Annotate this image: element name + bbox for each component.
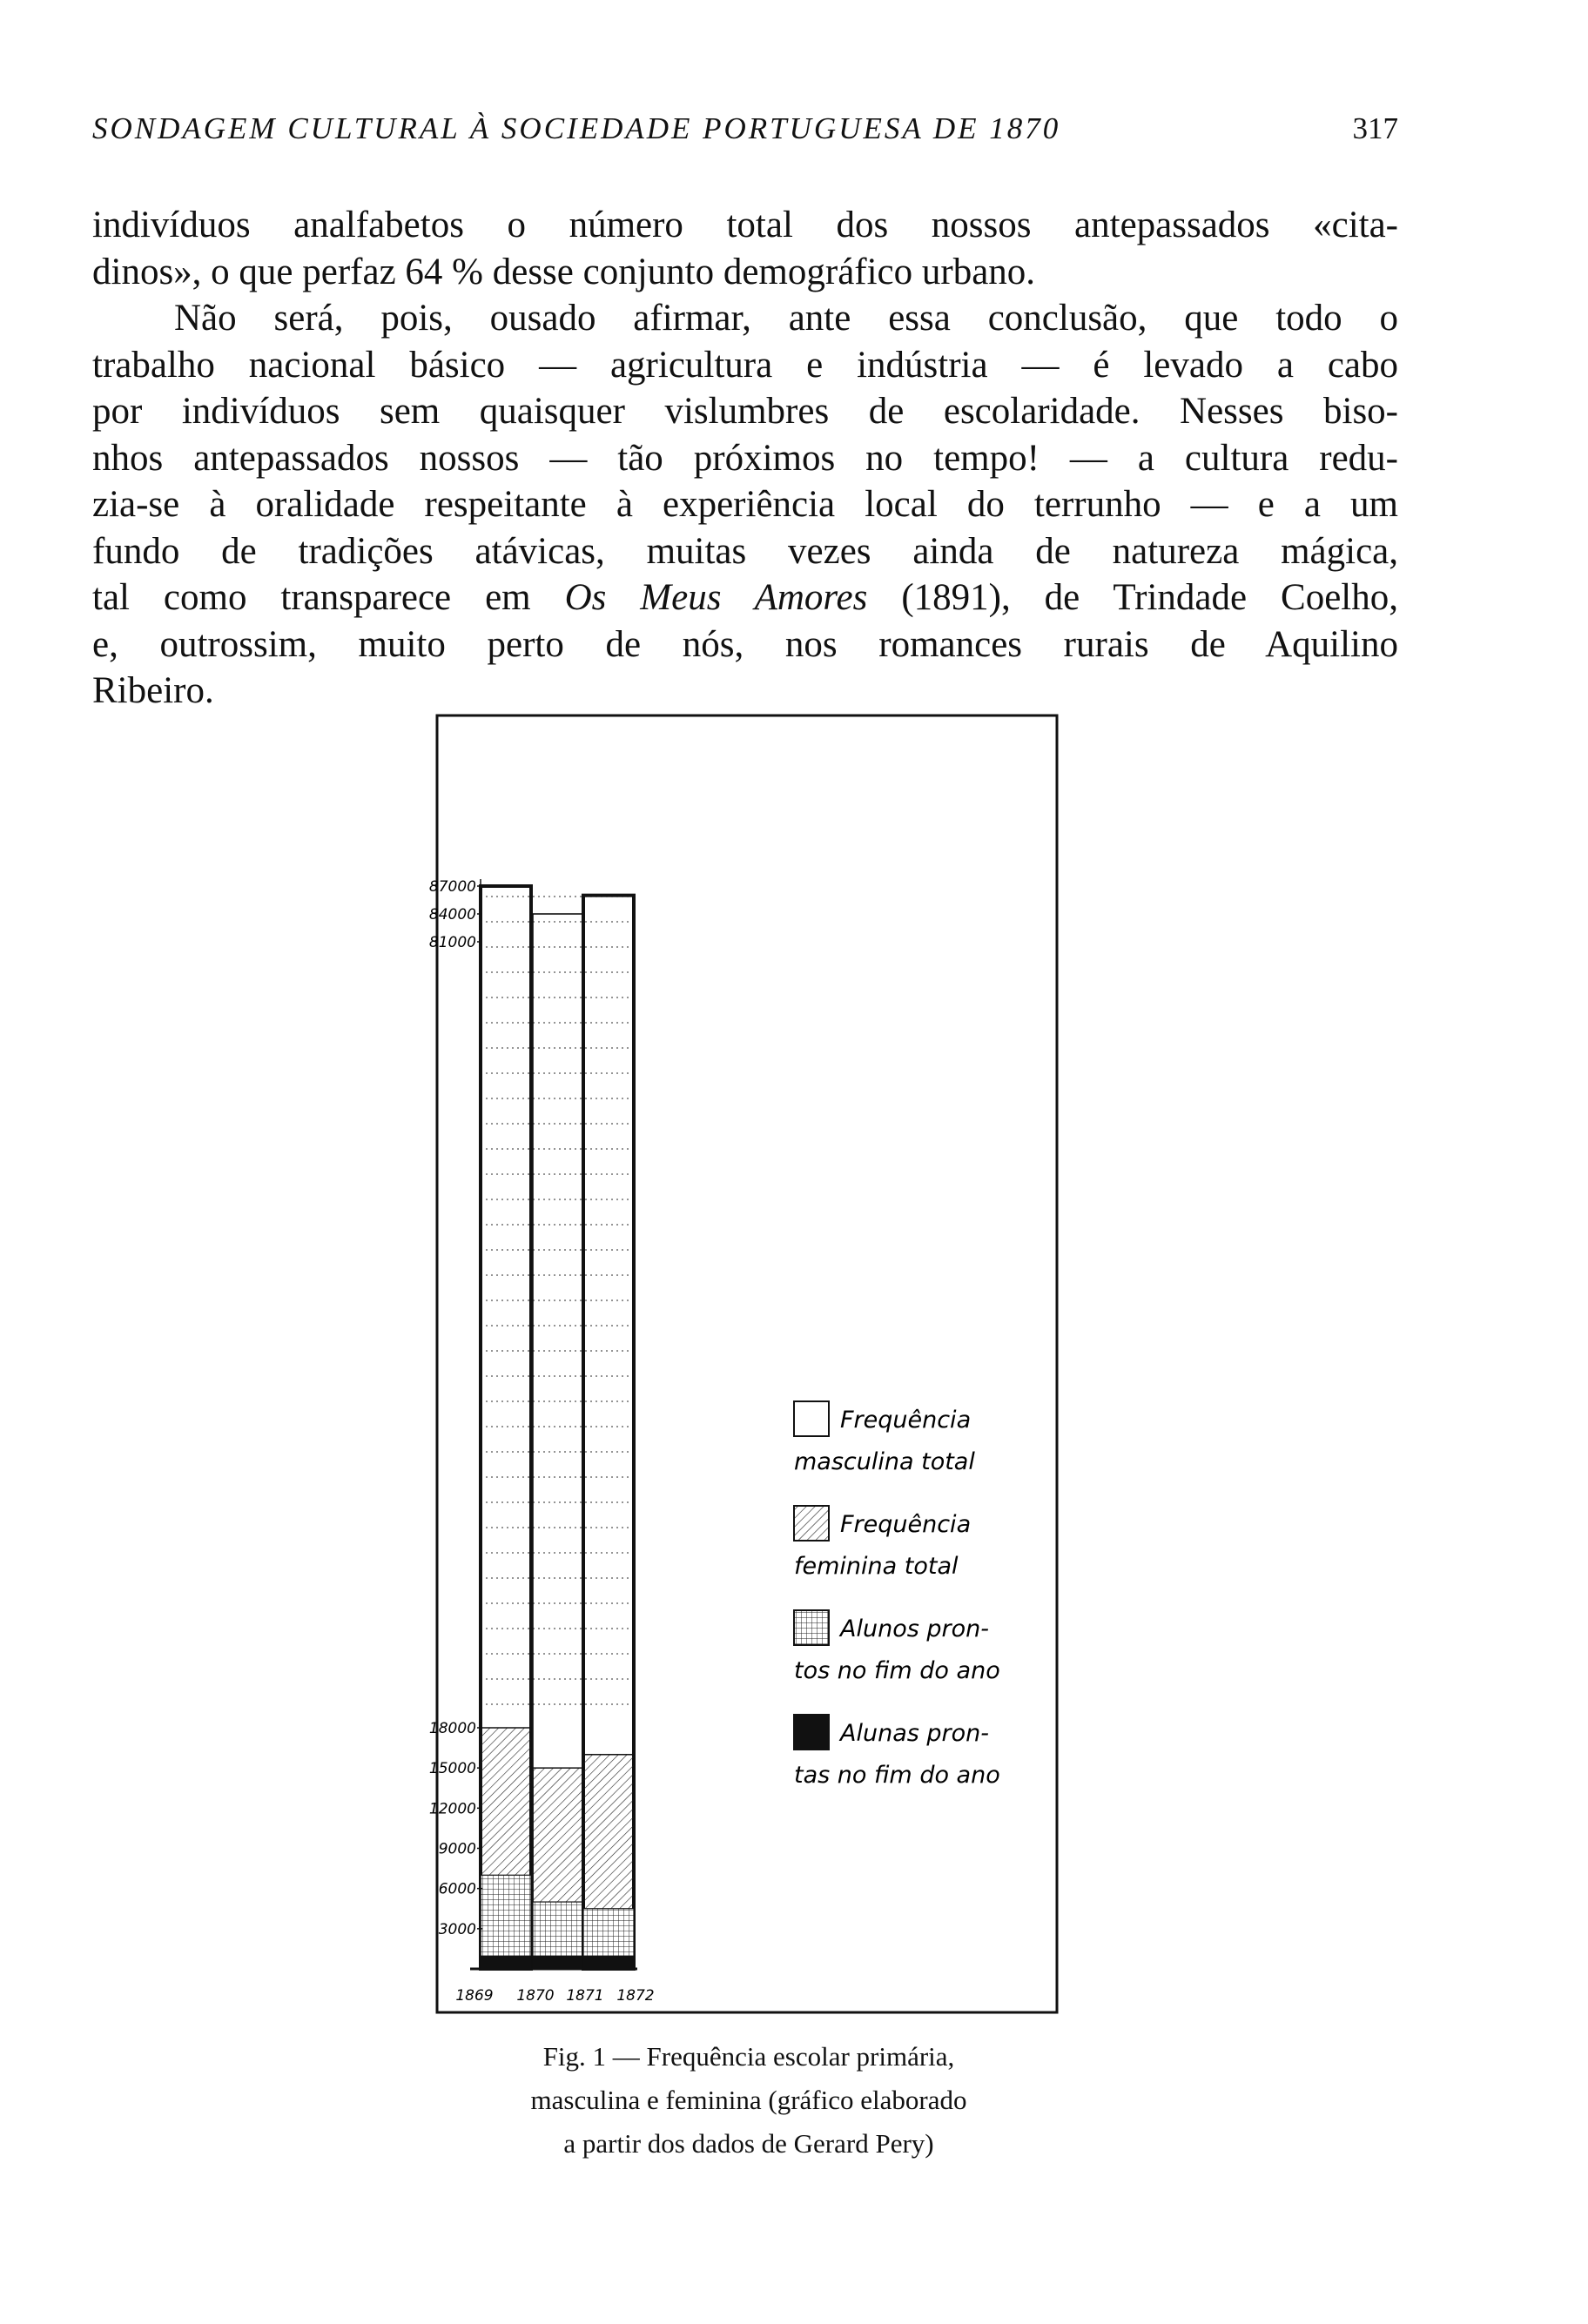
x-tick-label: 1870 [516, 1987, 555, 2005]
legend-swatch [794, 1506, 829, 1541]
bar-alunas-prontas [481, 1956, 531, 1969]
legend-swatch [794, 1610, 829, 1645]
caption-line: masculina e feminina (gráfico elaborado [530, 2085, 967, 2115]
bar-alunos-prontos [481, 1875, 531, 1969]
figure-caption [453, 2035, 1045, 2166]
y-tick-label: 81000 [428, 934, 476, 951]
legend-label: Frequência [840, 1511, 972, 1538]
bar-chart [428, 714, 1062, 2019]
page-number: 317 [1352, 111, 1398, 145]
y-tick-label: 84000 [428, 906, 476, 924]
text-line: trabalho nacional básico — agricultura e indústria — é levado a cabo [92, 344, 1398, 386]
running-header [92, 111, 1398, 164]
legend-label: Frequência [840, 1407, 972, 1434]
gridlines [481, 897, 634, 1704]
legend-label: feminina total [794, 1553, 959, 1580]
text-run: (1891), de Trindade Coelho, [867, 577, 1398, 618]
text-line: indivíduos analfabetos o número total dos nossos antepassados «cita- [92, 205, 1398, 245]
y-tick-label: 12000 [428, 1800, 476, 1818]
book-title: Os Meus Amores [564, 577, 868, 618]
legend-label: Alunos pron- [840, 1615, 989, 1642]
legend-swatch [794, 1401, 829, 1436]
x-axis [455, 1987, 654, 2005]
paragraph-2 [92, 295, 1398, 715]
legend-label: tas no fim do ano [794, 1762, 1000, 1789]
running-title: SONDAGEM CULTURAL À SOCIEDADE PORTUGUESA DE 1870 [92, 111, 1061, 145]
y-tick-label: 6000 [438, 1880, 476, 1898]
x-tick-label: 1872 [616, 1987, 655, 2005]
text-line: Não será, pois, ousado afirmar, ante essa conclusão, que todo o [174, 298, 1398, 339]
text-line-with-title [92, 574, 1398, 621]
legend-label: tos no fim do ano [794, 1657, 1000, 1684]
text-line: dinos», o que perfaz 64 % desse conjunto demográfico urbano. [92, 251, 1036, 292]
text-line: Ribeiro. [92, 670, 214, 711]
y-tick-label: 18000 [428, 1720, 476, 1737]
y-tick-label: 3000 [438, 1920, 476, 1938]
text-line: por indivíduos sem quaisquer vislumbres de escolaridade. Nesses biso- [92, 391, 1398, 432]
legend-label: masculina total [794, 1448, 975, 1475]
caption-line: Fig. 1 — Frequência escolar primária, [542, 2041, 955, 2072]
paragraph-1 [92, 202, 1398, 295]
y-tick-label: 15000 [428, 1760, 476, 1778]
x-tick-label: 1871 [566, 1987, 604, 2005]
legend [794, 1401, 1000, 1789]
text-line: zia-se à oralidade respeitante à experiência local do terrunho — e a um [92, 484, 1398, 525]
legend-swatch [794, 1715, 829, 1750]
x-tick-label: 1869 [455, 1987, 494, 2005]
text-line: e, outrossim, muito perto de nós, nos romances rurais de Aquilino [92, 623, 1398, 665]
y-tick-label: 87000 [428, 878, 476, 896]
caption-line: a partir dos dados de Gerard Pery) [563, 2128, 934, 2159]
figure-chart [428, 714, 1062, 2019]
text-line: fundo de tradições atávicas, muitas vezes ainda de natureza mágica, [92, 530, 1398, 572]
y-tick-label: 9000 [438, 1840, 476, 1858]
bar-alunas-prontas [533, 1956, 583, 1969]
text-line: nhos antepassados nossos — tão próximos no tempo! — a cultura redu- [92, 437, 1398, 479]
text-run: tal como transparece em [92, 577, 565, 618]
bar-alunas-prontas [583, 1956, 634, 1969]
body-text [92, 202, 1398, 715]
legend-label: Alunas pron- [840, 1720, 990, 1747]
